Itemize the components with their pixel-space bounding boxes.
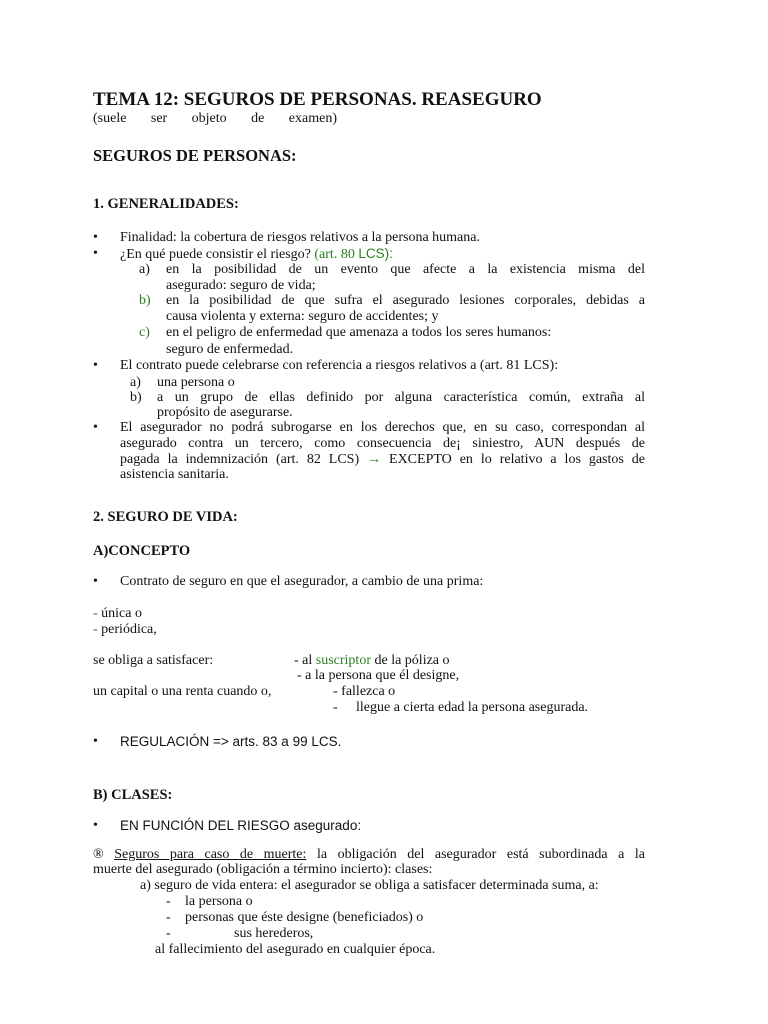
subtitle-note: (suele ser objeto de examen) [93,111,337,126]
page-title: TEMA 12: SEGUROS DE PERSONAS. REASEGURO [93,89,542,110]
vida-llegue-dash: - [333,700,338,715]
vida-fallezca: - fallezca o [333,684,396,699]
gen-sub-b-line1: a un grupo de ellas definido por alguna característica común, extraña al [157,390,645,405]
gen-item-c-line1: en el peligro de enfermedad que amenaza a todos los seres humanos: [166,325,552,340]
gen-bullet-1: Finalidad: la cobertura de riesgos relativos a la persona humana. [120,230,480,245]
dash-marker: - [166,926,171,941]
list-label-a: a) [139,262,150,277]
vida-persona-line: - a la persona que él designe, [297,668,460,683]
section-heading-seguros: SEGUROS DE PERSONAS: [93,146,297,165]
bullet-marker: • [93,358,98,373]
gen-sub-b-line2: propósito de asegurarse. [157,405,293,420]
clases-dash-item-2: personas que éste designe (beneficiados) o [185,910,424,925]
list-label-c: c) [139,325,150,340]
gen-bullet-4-line3: pagada la indemnización (art. 82 LCS) → EXCEPTO en lo relativo a los gastos de [120,452,645,467]
section-heading-vida: 2. SEGURO DE VIDA: [93,509,238,525]
gen-bullet-4-line2: asegurado contra un tercero, como consecuencia de¡ siniestro, AUN después de [120,436,645,451]
list-label-a: a) [130,375,141,390]
list-label-b: b) [139,293,151,308]
vida-capital: un capital o una renta cuando o, [93,684,272,699]
vida-bullet-1: Contrato de seguro en que el asegurador, a cambio de una prima: [120,574,484,589]
list-label-b: b) [130,390,142,405]
subsection-heading-clases: B) CLASES: [93,787,173,803]
vida-option-unica: - única o [93,606,142,621]
dash-marker: - [166,894,171,909]
clases-final: al fallecimiento del asegurado en cualquier época. [155,942,436,957]
vida-llegue: llegue a cierta edad la persona asegurada. [356,700,589,715]
clases-vida-entera: a) seguro de vida entera: el asegurador se obliga a satisfacer determinada suma, a: [140,878,599,893]
vida-obliga: se obliga a satisfacer: [93,653,214,668]
gen-bullet-2: ¿En qué puede consistir el riesgo? (art. 80 LCS): [120,246,393,262]
clases-muerte-line2: muerte del asegurado (obligación a término incierto): clases: [93,862,433,877]
bullet-marker: • [93,818,98,833]
bullet-marker: • [93,246,98,261]
clases-dash-item-3: sus herederos, [234,926,314,941]
vida-suscriptor-line: - al suscriptor de la póliza o [294,653,450,668]
gen-bullet-4-line4: asistencia sanitaria. [120,467,229,482]
vida-option-periodica: - periódica, [93,622,157,637]
dash-marker: - [166,910,171,925]
gen-bullet-4-line1: El asegurador no podrá subrogarse en los derechos que, en su caso, correspondan al [120,420,645,435]
vida-regulacion: REGULACIÓN => arts. 83 a 99 LCS. [120,734,342,749]
gen-item-a-line1: en la posibilidad de un evento que afecte a la existencia misma del [166,262,645,277]
section-heading-generalidades: 1. GENERALIDADES: [93,196,239,212]
gen-item-b-line2: causa violenta y externa: seguro de accidentes; y [166,309,439,324]
gen-sub-a: una persona o [157,375,235,390]
bullet-marker: • [93,574,98,589]
clases-muerte-line1: ® Seguros para caso de muerte: la obligación del asegurador está subordinada a la [93,847,645,862]
subsection-heading-concepto: A)CONCEPTO [93,543,191,559]
gen-item-a-line2: asegurado: seguro de vida; [166,278,316,293]
clases-bullet-1: EN FUNCIÓN DEL RIESGO asegurado: [120,818,362,833]
bullet-marker: • [93,734,98,749]
gen-item-b-line1: en la posibilidad de que sufra el asegurado lesiones corporales, debidas a [166,293,645,308]
arrow-icon: → [367,452,382,467]
gen-item-c-line2: seguro de enfermedad. [166,342,294,357]
registered-icon: ® [93,847,104,862]
gen-bullet-3: El contrato puede celebrarse con referencia a riesgos relativos a (art. 81 LCS): [120,358,559,373]
bullet-marker: • [93,230,98,245]
clases-dash-item-1: la persona o [185,894,253,909]
bullet-marker: • [93,420,98,435]
